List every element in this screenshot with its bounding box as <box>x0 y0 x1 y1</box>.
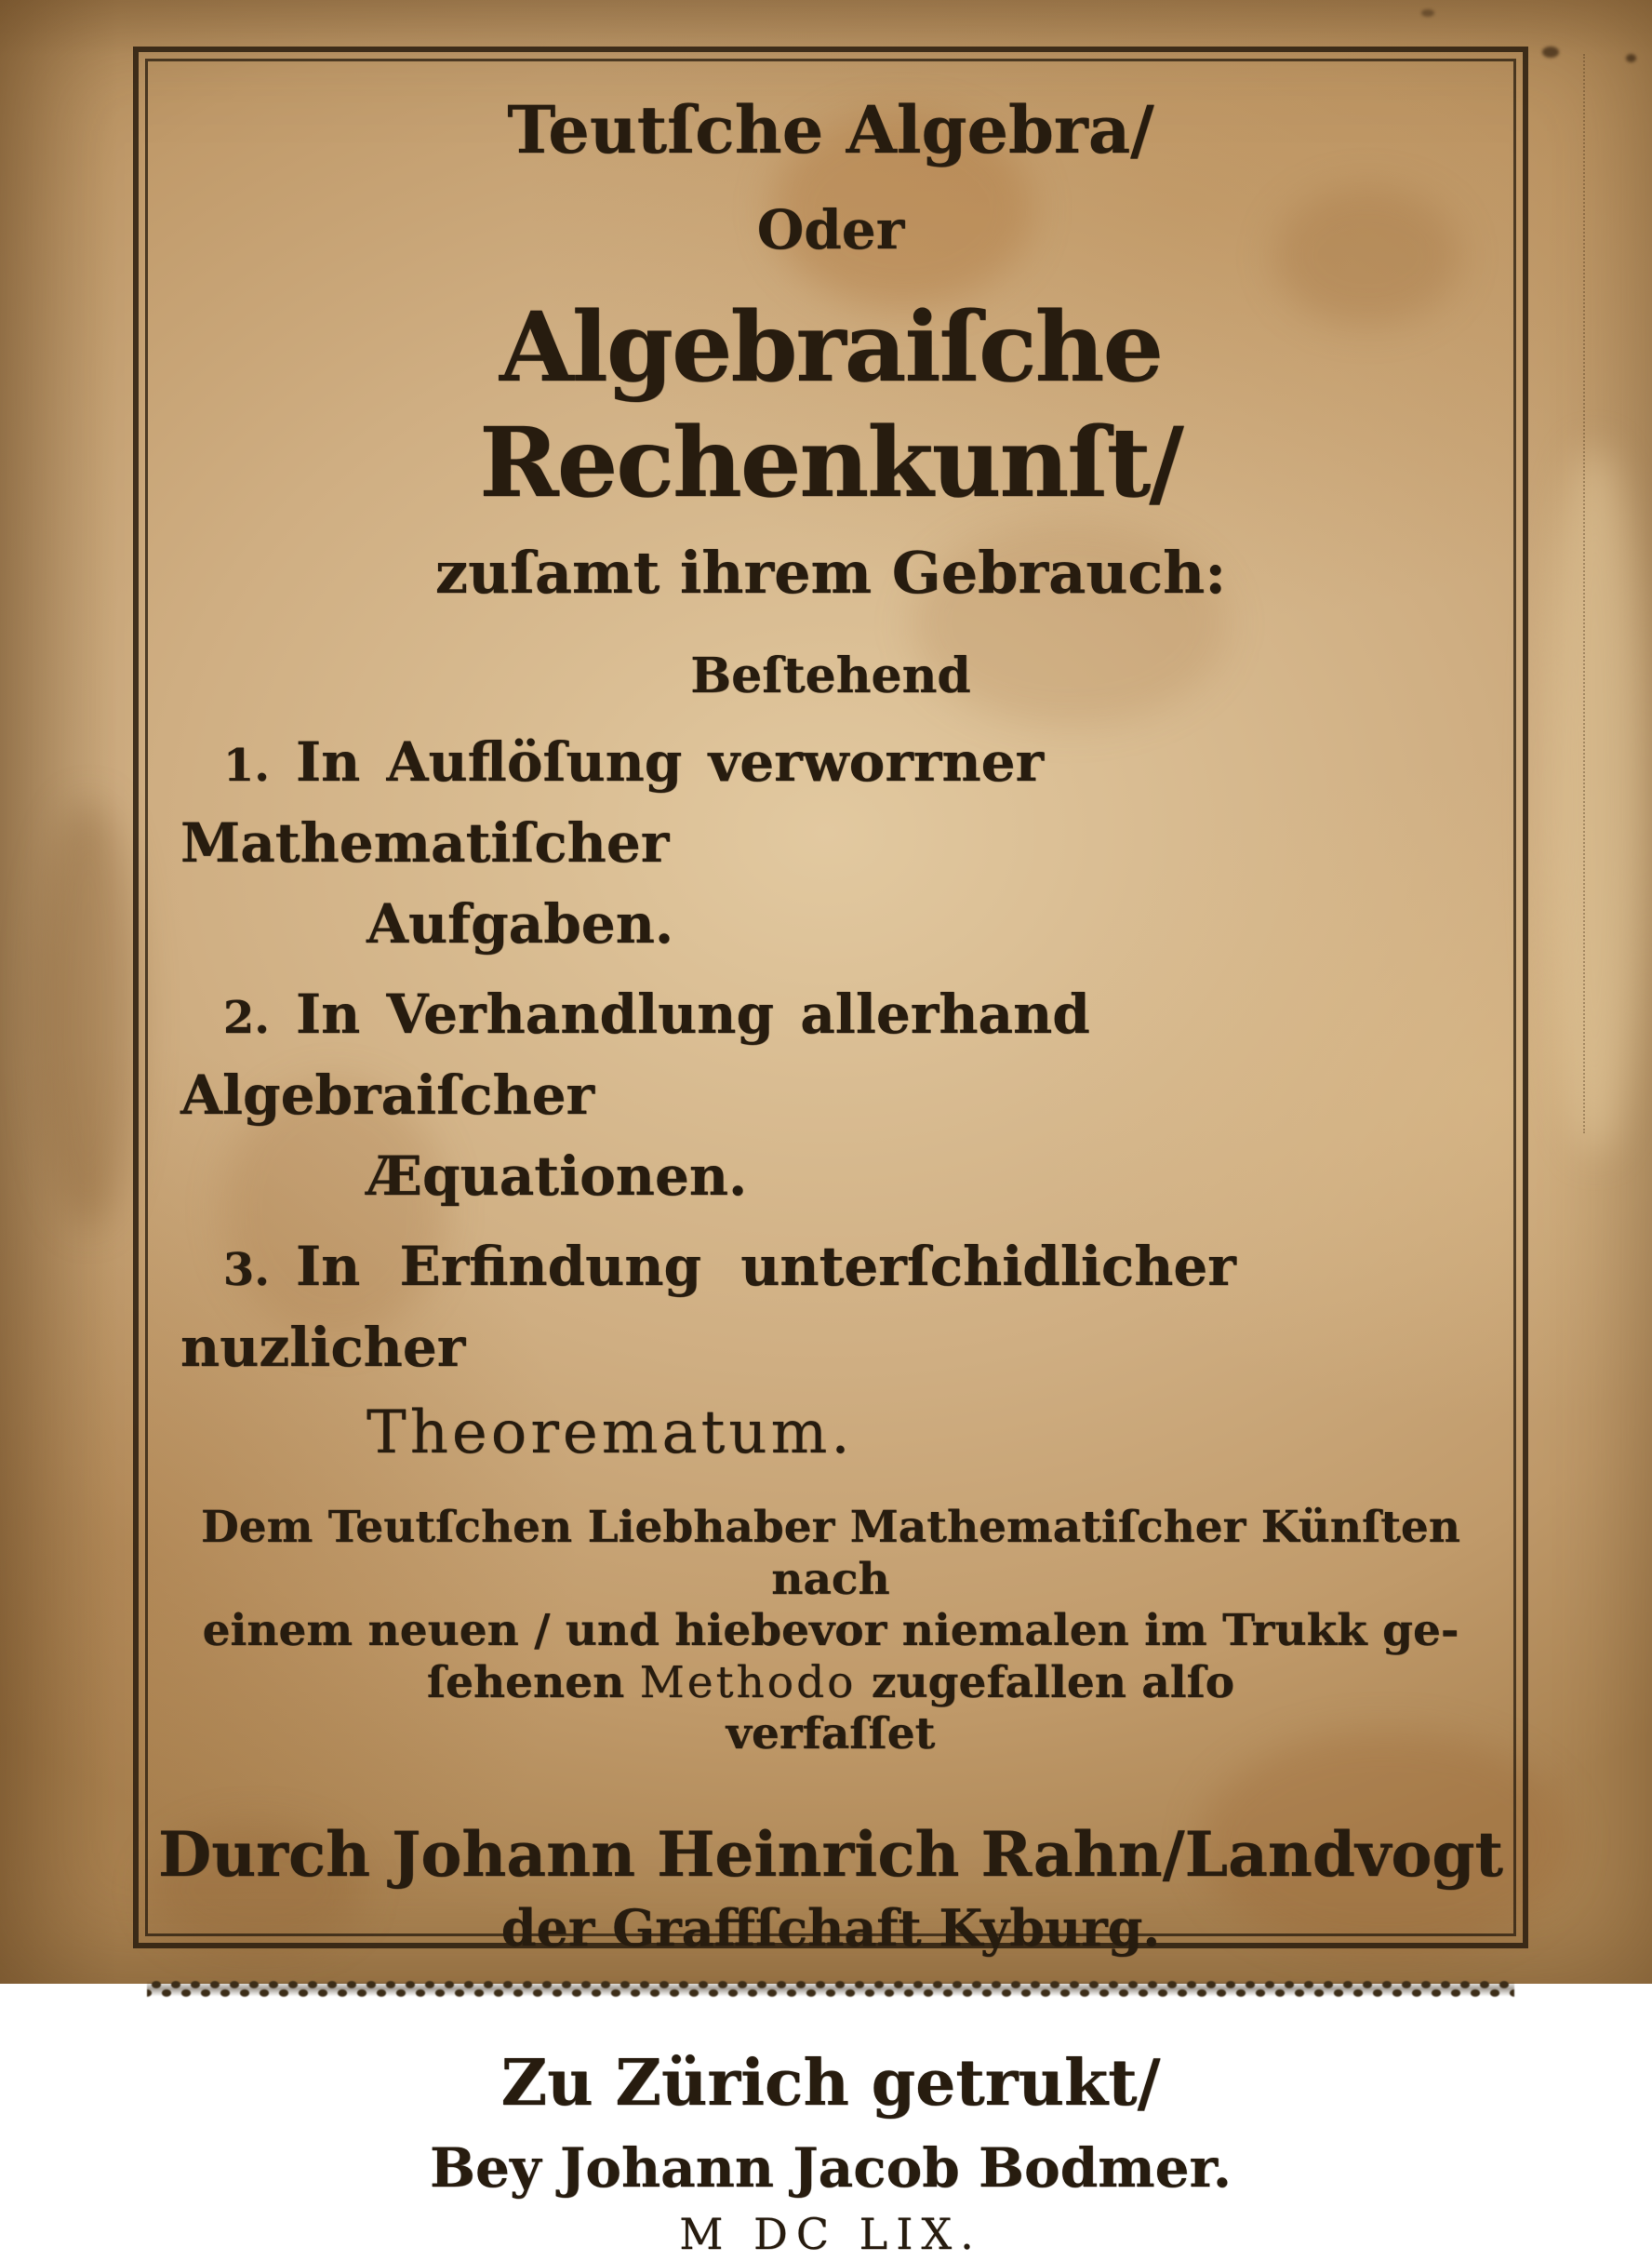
chain-ornament-divider <box>147 1975 1514 2003</box>
dedication-line-3-pre: ſehenen <box>426 1656 640 1708</box>
contents-list <box>147 722 1514 1478</box>
bestehend-label: Beſtehend <box>690 647 971 704</box>
ink-speck <box>1542 47 1559 58</box>
dedication-methodo-latin: Methodo <box>639 1656 857 1708</box>
ink-speck <box>1626 54 1636 62</box>
ink-speck <box>1421 9 1434 17</box>
author-title-line: der Graffſchaft Kyburg. <box>500 1898 1161 1959</box>
dedication-line-3 <box>147 1657 1514 1708</box>
list-item-2-text: In Verhandlung allerhand Algebraiſcher <box>180 983 1090 1128</box>
dedication-line-4: verfaſſet <box>726 1707 936 1759</box>
paper-stain <box>1544 447 1646 1154</box>
oder-label: Oder <box>756 197 905 261</box>
paper-stain <box>37 800 140 1228</box>
subtitle: zuſamt ihrem Gebrauch: <box>434 539 1227 608</box>
list-item-1-number: 1. <box>222 740 270 793</box>
list-item-2-text-2: Æquationen. <box>366 1144 748 1209</box>
dedication-line-1: Dem Teutſchen Liebhaber Mathematiſcher Künſten nach <box>201 1502 1460 1605</box>
list-item-3-text: In Erfindung unterſchidlicher nuzlicher <box>180 1235 1236 1380</box>
dedication-paragraph <box>147 1502 1514 1759</box>
list-item-3 <box>180 1226 1514 1478</box>
imprint-printer: Bey Johann Jacob Bodmer. <box>430 2136 1232 2201</box>
dedication-line-3-post: zugefallen alſo <box>856 1656 1235 1708</box>
list-item-3-text-2: Theorematum. <box>366 1398 854 1468</box>
imprint-year: M DC LIX. <box>679 2208 982 2259</box>
imprint-place: Zu Zürich getrukt/ <box>500 2046 1161 2121</box>
page-deckle-line <box>1583 54 1585 1133</box>
list-item-1-text: In Auflöſung verworrner Mathematiſcher <box>180 730 1045 876</box>
list-item-1-text-2: Aufgaben. <box>366 892 674 957</box>
title-page-content <box>147 56 1514 2261</box>
list-item-2 <box>180 974 1514 1217</box>
list-item-3-number: 3. <box>222 1244 270 1297</box>
dedication-line-2: einem neuen / und hiebevor niemalen im Trukk ge- <box>202 1605 1459 1657</box>
half-title: Teutſche Algebra/ <box>507 91 1154 168</box>
list-item-2-number: 2. <box>222 992 270 1045</box>
author-line: Durch Johann Heinrich Rahn/Landvogt <box>157 1818 1503 1892</box>
list-item-1 <box>180 722 1514 965</box>
main-title: Algebraiſche Rechenkunſt/ <box>479 291 1182 519</box>
